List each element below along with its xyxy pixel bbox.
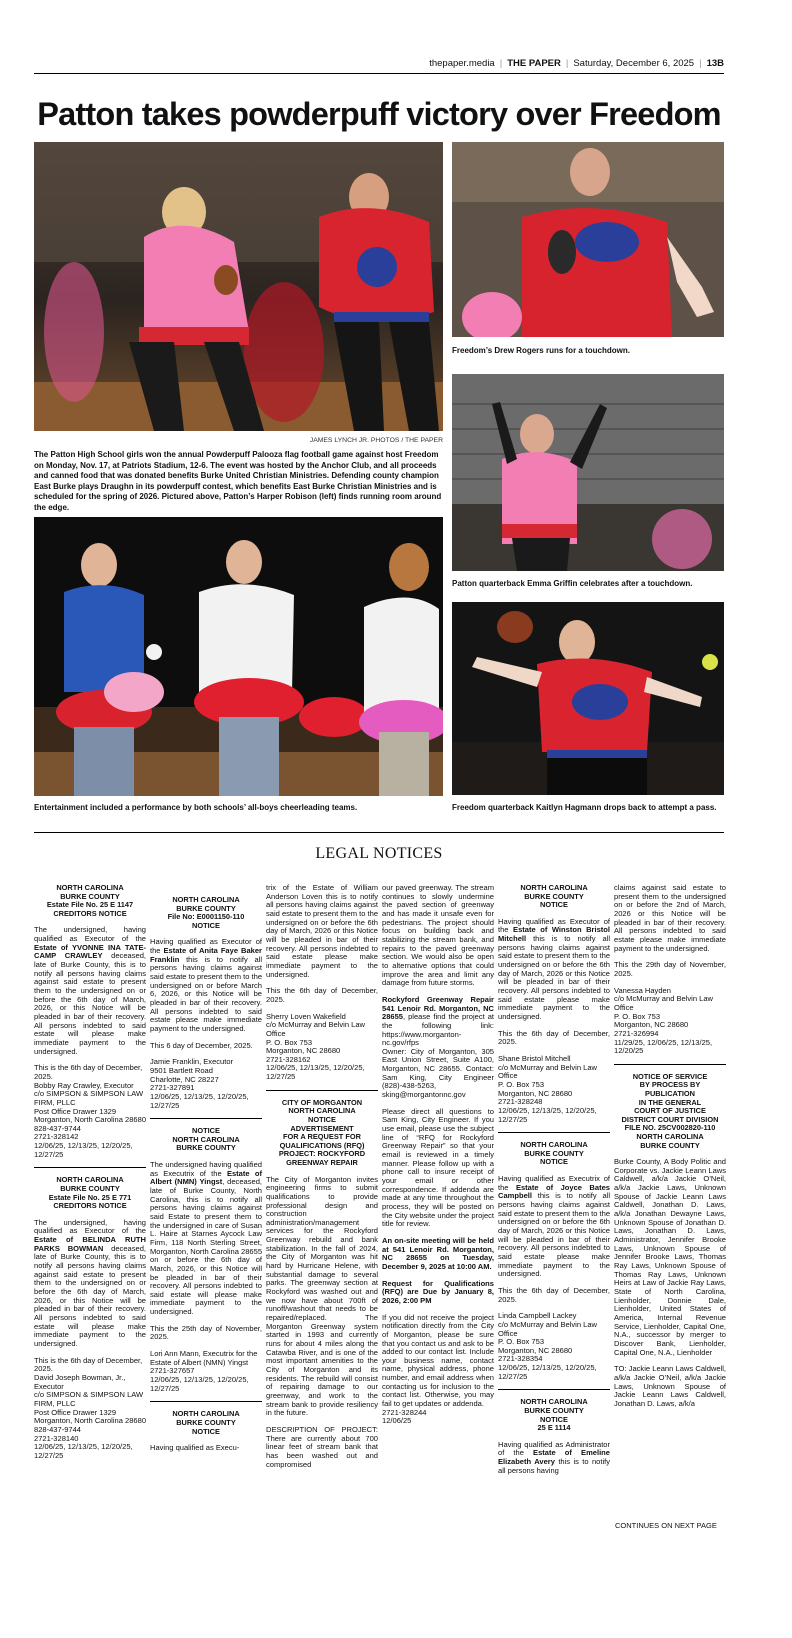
photo-cheerleaders — [34, 517, 443, 796]
paper-name: THE PAPER — [507, 58, 561, 69]
legal-column-6: claims against said estate to present them to the undersigned on or before the 2nd of March, 2026 or this Notice will be pleaded in bar of their recovery. All persons indebted to said estate please make immediate payment to the undersigned. This the 29th day of November, 2025. Vanessa Hayden c/o McMurray and Belvin Law Office P. O. Box 753 Morganton, NC 28680 2721-326994 11/29/25, 12/06/25, 12/13/25, 12/20/25 NOTICE OF SERVICE BY PROCESS BY PUBLICATION IN THE GENERAL COURT OF JUSTICE DISTRICT COURT DIVISION FILE NO. 25CV002820-110 NORTH CAROLINA BURKE COUNTY Burke County, A Body Politic and Corporate vs. Jackie Leann Laws Caldwell, a/k/a Jackie O’Neil, a/k/a Jackie Laws, Unknown Spouse of Jackie Leann Laws Caldwell, Jonathan D. Laws, a/k/a Jonathan Dewayne Laws, Unknown Spouse of Jonathan D. Laws, Jonathan D. Laws, Administrator, Jennifer Brooke Laws, Unknown Spouse of Jennifer Brooke Laws, Thomas Ray Laws, Unknown Spouse of Thomas Ray Laws, Unknown Heirs at Law of Jackie Ray Laws, State of North Carolina, Lienholder, Donnie Dale, Lienholder, United States of America, Internal Revenue Service, Lienholder, Capital One, N.A., successor by merger to Discover Bank, Lienholder, Capital One, N.A., Lienholder TO: Jackie Leann Laws Caldwell, a/k/a Jackie O’Neil, a/k/a Jackie Laws, Unknown Spouse of Jackie Leann Laws Caldwell, Jonathan D. Laws, a/k/a — [614, 883, 726, 1408]
photo-emma-griffin — [452, 374, 724, 571]
photo-drew-rogers — [452, 142, 724, 337]
caption-emma-griffin: Patton quarterback Emma Griffin celebrates after a touchdown. — [452, 579, 693, 588]
caption-main: The Patton High School girls won the annual Powderpuff Palooza flag football game against host Freedom on Monday, Nov. 17, at Patriots Stadium, 12-6. The event was hosted by the Anchor Club, and all proceeds and canned food that was donated benefits Burke United Christian Ministries. Defending county champion East Burke plays Draughn in its powderpuff contest, which benefits East Burke Christian Ministries and is scheduled for the spring of 2026. Pictured above, Patton’s Harper Robison (left) finds running room around the edge. — [34, 450, 442, 512]
continues-next-page: CONTINUES ON NEXT PAGE — [615, 1521, 717, 1530]
legal-column-2: NORTH CAROLINA BURKE COUNTY File No: E0001150-110 NOTICE Having qualified as Executor of the Estate of Anita Faye Baker Franklin this is to notify all persons having claims against said estate to present them to the undersigned on or before March 6, 2026, or this Notice will be pleaded in bar of their recovery. All persons indebted to said estate please make immediate payment to the undersigned. This 6 day of December, 2025. Jamie Franklin, Executor 9501 Bartlett Road Charlotte, NC 28227 2721-327891 12/06/25, 12/13/25, 12/20/25, 12/27/25 NOTICE NORTH CAROLINA BURKE COUNTY The undersigned having qualified as Executrix of the Estate of Albert (NMN) Yingst, deceased, late of Burke County, North Carolina, this is to notify all persons having claims against said Estate to present them to the undersigned in care of Susan L. Haire at Starnes Aycock Law Firm, 118 North Sterling Street, Morganton, North Carolina 28655 on or before the 6th day of March, 2026, or this Notice will be pleaded in bar of their recovery. All persons indebted to said estate will please make immediate payment to the undersigned. This the 25th day of November, 2025. Lori Ann Mann, Executrix for the Estate of Albert (NMN) Yingst 2721-327657 12/06/25, 12/13/25, 12/20/25, 12/27/25 NORTH CAROLINA BURKE COUNTY NOTICE Having qualified as Execu- — [150, 895, 263, 1453]
photo-kaitlyn-hagmann — [452, 602, 724, 795]
issue-date: Saturday, December 6, 2025 — [573, 58, 695, 69]
caption-drew-rogers: Freedom’s Drew Rogers runs for a touchdown. — [452, 346, 630, 355]
site-name: thepaper.media — [429, 58, 495, 69]
section-divider — [34, 832, 724, 833]
page-number: 13B — [706, 58, 724, 69]
legal-column-5: NORTH CAROLINA BURKE COUNTY NOTICE Having qualified as Executor of the Estate of Winston Bristol Mitchell this is to notify all persons having claims against said estate to present them to the undersigned on or before the 6th day of March, 2026 or this Notice will be pleaded in bar of their recovery. All persons indebted to said estate please make immediate payment to the undersigned. This the 6th day of December, 2025. Shane Bristol Mitchell c/o McMurray and Belvin Law Office P. O. Box 753 Morganton, NC 28680 2721-328248 12/06/25, 12/13/25, 12/20/25, 12/27/25 NORTH CAROLINA BURKE COUNTY NOTICE Having qualified as Executrix of the Estate of Joyce Bates Campbell this is to notify all persons having claims against said estate to present them to the undersigned on or before the 6th day of March, 2026 or this Notice will be pleaded in bar of their recovery. All persons indebted to said estate please make immediate payment to the undersigned. This the 6th day of December, 2025. Linda Campbell Lackey c/o McMurray and Belvin Law Office P. O. Box 753 Morganton, NC 28680 2721-328354 12/06/25, 12/13/25, 12/20/25, 12/27/25 NORTH CAROLINA BURKE COUNTY NOTICE 25 E 1114 Having qualified as Administrator of the Estate of Emeline Elizabeth Avery this is to notify all persons having — [498, 883, 611, 1475]
caption-kaitlyn-hagmann: Freedom quarterback Kaitlyn Hagmann drops back to attempt a pass. — [452, 803, 717, 812]
caption-cheerleaders: Entertainment included a performance by both schools’ all-boys cheerleading teams. — [34, 803, 358, 812]
legal-notices-title: LEGAL NOTICES — [315, 845, 443, 862]
legal-column-1: NORTH CAROLINA BURKE COUNTY Estate File No. 25 E 1147 CREDITORS NOTICE The undersigned, having qualified as Executor of the Estate of YVONNE INA TATE-CAMP CRAWLEY deceased, late of Burke County, this is to notify all persons having claims against said estate to present them to the undersigned on or before the 6th day of March, 2026, or this Notice will be pleaded in bar of their recovery. All persons indebted to said estate will please make immediate payment to the undersigned. This is the 6th day of December, 2025. Bobby Ray Crawley, Executor c/o SIMPSON & SIMPSON LAW FIRM, PLLC Post Office Drawer 1329 Morganton, North Carolina 28680 828-437-9744 2721-328142 12/06/25, 12/13/25, 12/20/25, 12/27/25 NORTH CAROLINA BURKE COUNTY Estate File No. 25 E 771 CREDITORS NOTICE The undersigned, having qualified as Executor of the Estate of BELINDA RUTH PARKS BOWMAN deceased, late of Burke County, this is to notify all persons having claims against said estate to present them to the undersigned on or before the 6th day of March, 2026, or this Notice will be pleaded in bar of their recovery. All persons indebted to said estate will please make immediate payment to the undersigned. This is the 6th day of December, 2025. David Joseph Bowman, Jr., Executor c/o SIMPSON & SIMPSON LAW FIRM, PLLC Post Office Drawer 1329 Morganton, North Carolina 28680 828-437-9744 2721-328140 12/06/25, 12/13/25, 12/20/25, 12/27/25 — [34, 883, 147, 1460]
legal-column-4: our paved greenway. The stream continues to slowly undermine the paved section of greenway and has made it unsafe even for pedestrians. The project should focus on building back and stabilizing the stream bank, and repairs to the paved greenway section. We would also be open to alternative options that could improve the area and limit any damage from future storms. Rockyford Greenway Repair 541 Lenoir Rd. Morganton, NC 28655, please find the project at the following link: https://www.morganton-nc.gov/rfps Owner: City of Morganton, 305 East Union Street, Suite A100, Morganton, NC 28655. Contact: Sam King, City Engineer (828)-438-5263, sking@morgantonnc.gov Please direct all questions to Sam King, City Engineer. If you use email, please use the subject line of “RFQ for Rockyford Greenway Repair” so that your email is reviewed in a timely manner. Please follow up with a phone call to insure receipt of your email or other correspondence. If addenda are made at any time throughout the process, they will be posted on the City website under the project title for review. An on-site meeting will be held at 541 Lenoir Rd. Morganton, NC 28655 on Tuesday, December 9, 2025 at 10:00 AM. Request for Qualifications (RFQ) are Due by January 8, 2026, 2:00 PM If you did not receive the project notification directly from the City of Morganton, please be sure that you contact us and ask to be added to our contact list. Include your business name, contact name, physical address, phone number, and email address when contacting us for inclusion to the contact list. Otherwise, you may fail to get updates or addenda. 2721-328244 12/06/25 — [382, 883, 495, 1426]
photo-main-harper-robison — [34, 142, 443, 431]
headline: Patton takes powderpuff victory over Freedom — [37, 96, 721, 132]
page-header: thepaper.media | THE PAPER | Saturday, December 6, 2025 | 13B — [34, 58, 724, 74]
photo-credit: JAMES LYNCH JR. PHOTOS / THE PAPER — [309, 437, 443, 444]
legal-column-3: trix of the Estate of William Anderson Loven this is to notify all persons having claims against said estate to present them to the undersigned on or before the 6th day of March, 2026 or this Notice will be pleaded in bar of their recovery. All persons indebted to said estate please make immediate payment to the undersigned. This the 6th day of December, 2025. Sherry Loven Wakefield c/o McMurray and Belvin Law Office P. O. Box 753 Morganton, NC 28680 2721-328162 12/06/25, 12/13/25, 12/20/25, 12/27/25 CITY OF MORGANTON NORTH CAROLINA NOTICE ADVERTISEMENT FOR A REQUEST FOR QUALIFICATIONS (RFQ) PROJECT: ROCKYFORD GREENWAY REPAIR The City of Morganton invites engineering firms to submit qualifications to provide professional design and construction administration/management services for the Rockyford Greenway rebuild and bank stabilization. In the fall of 2024, the City of Morganton was hit hard by Hurricane Helene, with substantial damage to several parks. The greenway section at Rockyford was washed out and we now have about 700ft of runoff/washout that needs to be repaired/replaced. The Morganton Greenway system started in 1993 and currently runs for about 4 miles along the Catawba River, and is one of the most important amenities to the City of Morganton and its residents. The rebuild will consist of repairing damage to our greenway, and work to the stream bank to provide resiliency in the future. DESCRIPTION OF PROJECT: There are currently about 700 linear feet of stream bank that has been washed out and compromised — [266, 883, 379, 1469]
